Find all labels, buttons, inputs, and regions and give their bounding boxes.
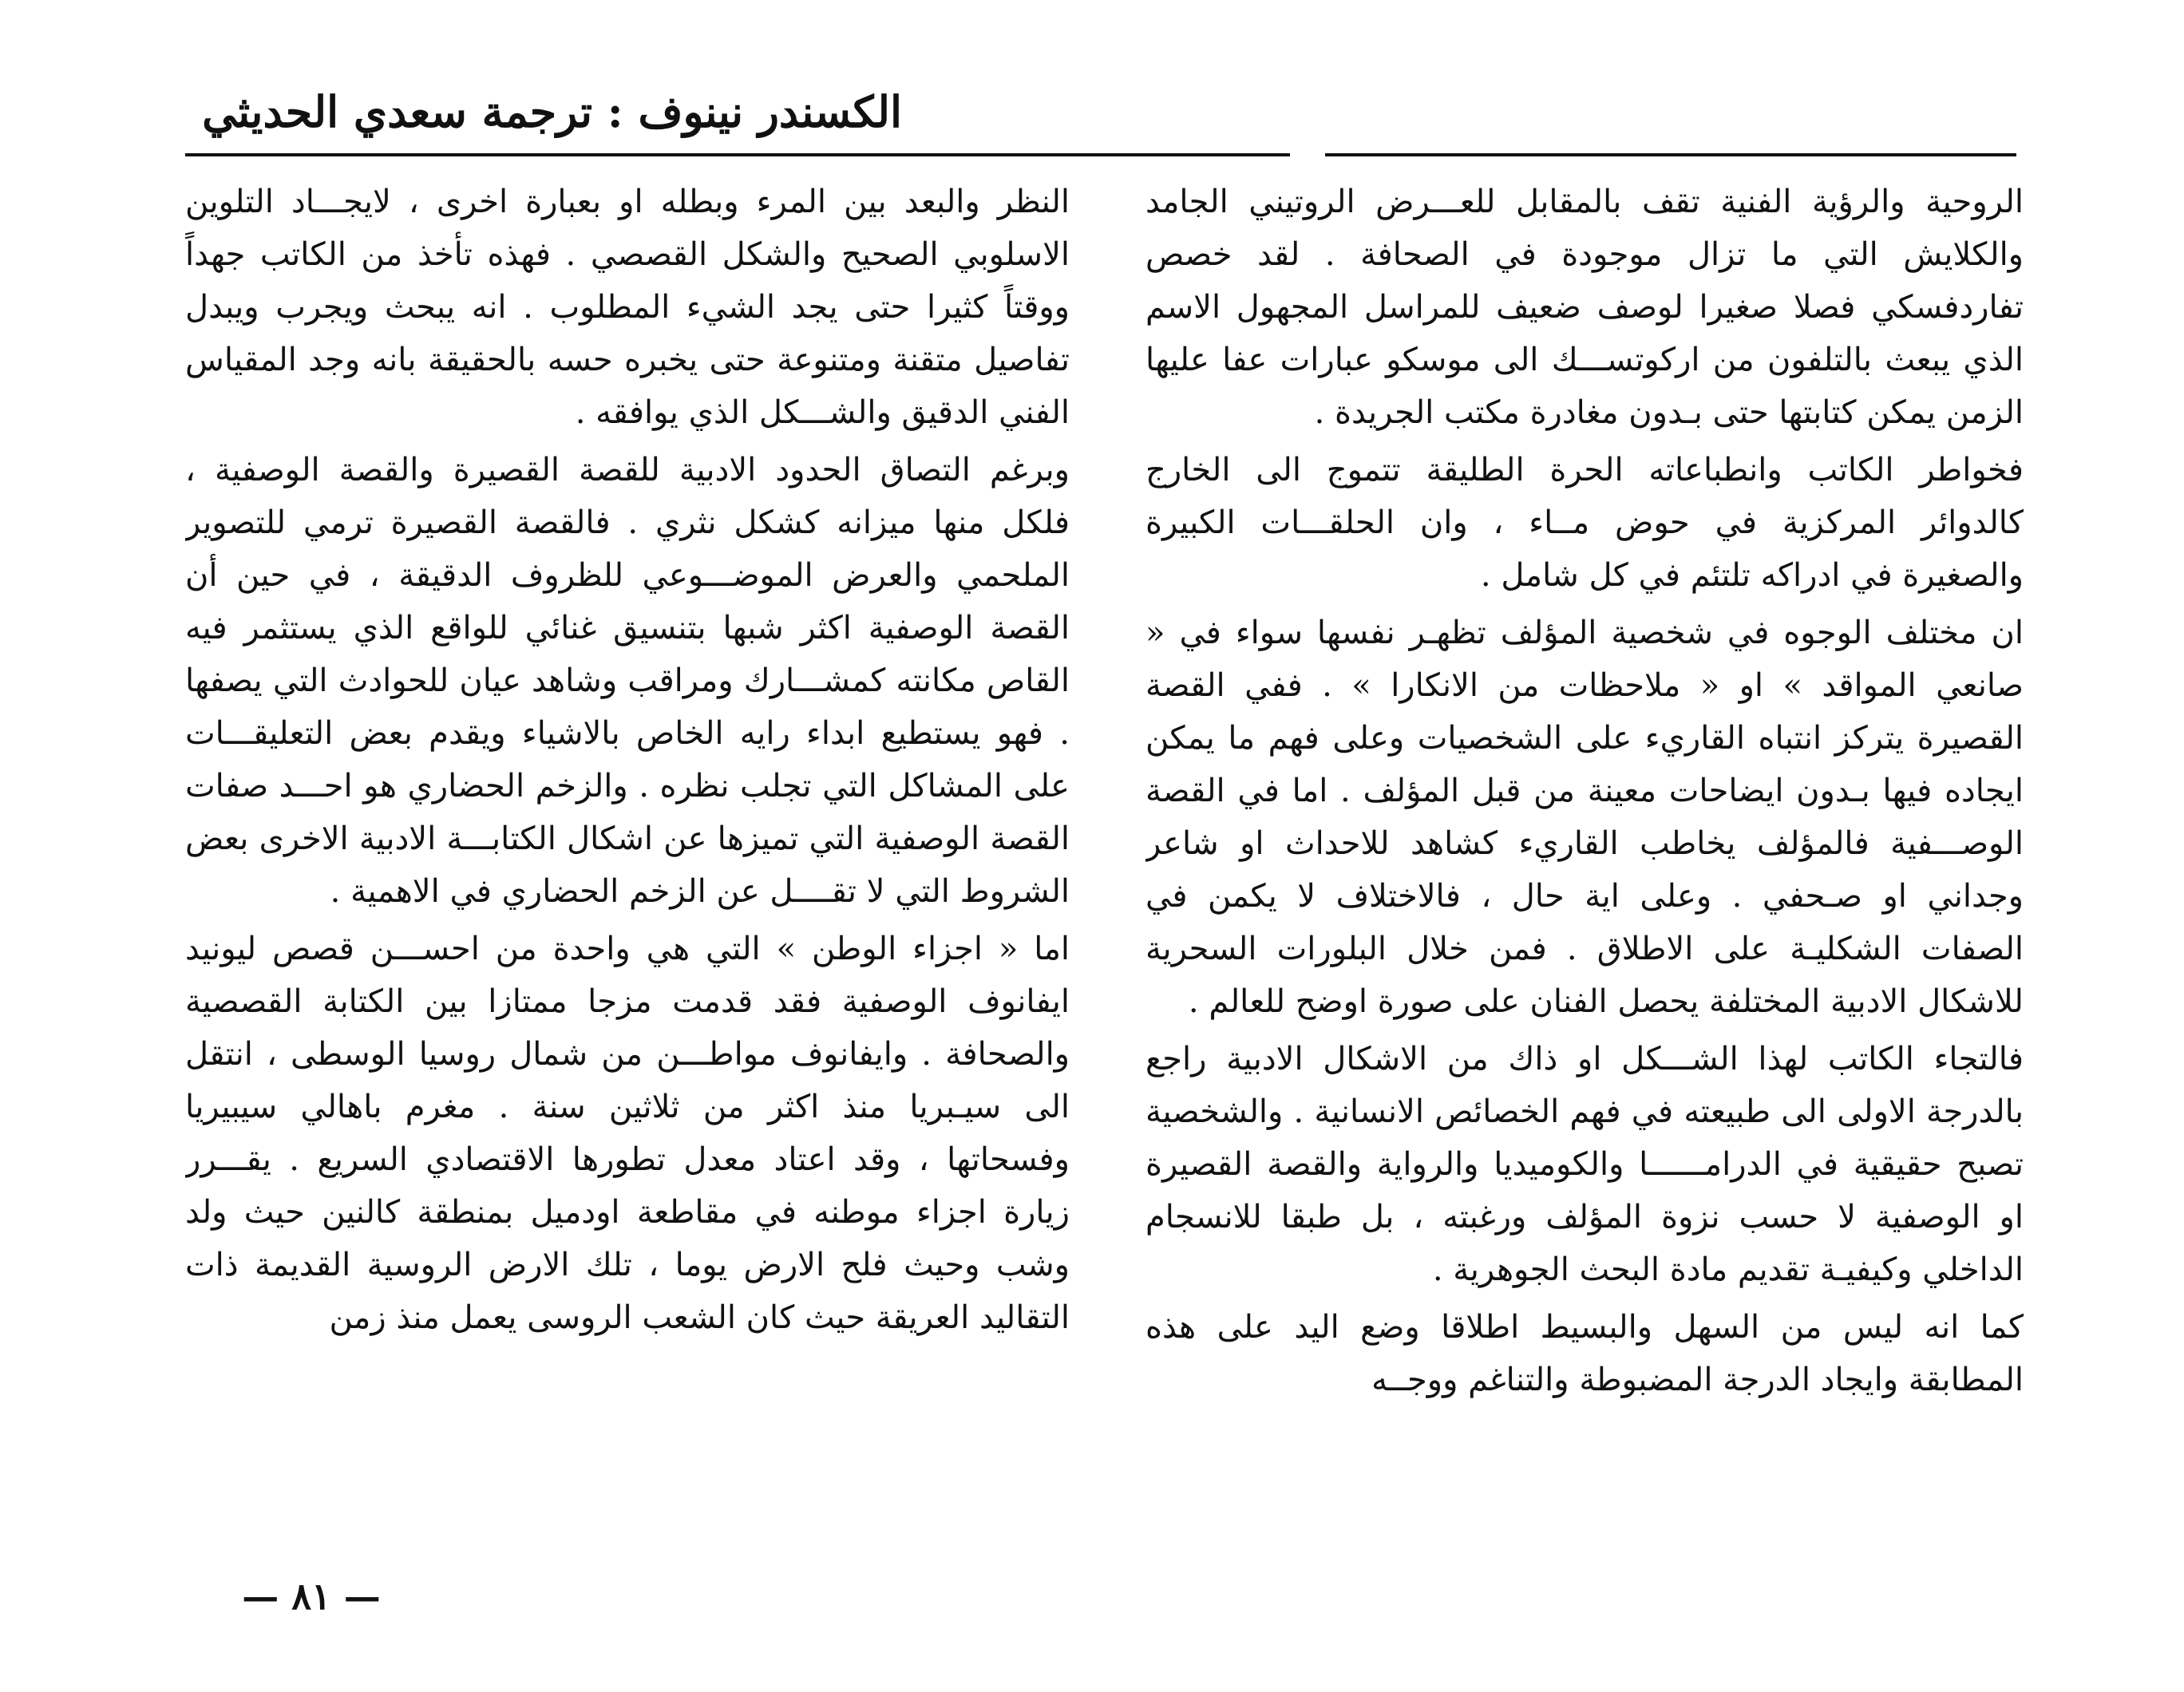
paragraph: اما « اجزاء الوطن » التي هي واحدة من احســـن قصص ليونيد ايفانوف الوصفية فقد قدمت مزجا ممتازا بين الكتابة القصصية والصحافة . وايفانوف مواطـــن من شمال روسيا الوسطى ، انتقل الى سيـبريا منذ اكثر من ثلاثين سنة . مغرم باهالي سيبيريا وفسحاتها ، وقد اعتاد معدل تطورها الاقتصادي السريع . يقـــرر زيارة اجزاء موطنه في مقاطعة اودميل بمنطقة كالنين حيث ولد وشب وحيث فلح الارض يوما ، تلك الارض الروسية القديمة ذات التقاليد العريقة حيث كان الشعب الروسى يعمل منذ زمن bbox=[185, 931, 1070, 1336]
paragraph: كما انه ليس من السهل والبسيط اطلاقا وضع اليد على هذه المطابقة وايجاد الدرجة المضبوطة والتناغم ووجــه bbox=[1145, 1309, 2024, 1398]
page-header-title: الكسندر نينوف : ترجمة سعدي الحديثي bbox=[202, 86, 902, 137]
column-left bbox=[185, 176, 1070, 1516]
paragraph: ان مختلف الوجوه في شخصية المؤلف تظهـر نفسها سواء في « صانعي المواقد » او « ملاحظات من الانكارا » . ففي القصة القصيرة يتركز انتباه القاريء على الشخصيات وعلى فهم ما يمكن ايجاده فيها بـدون ايضاحات معينة من قبل المؤلف . اما في القصة الوصـــفية فالمؤلف يخاطب القاريء كشاهد للاحداث او شاعر وجداني او صـحفي . وعلى اية حال ، فالاختلاف لا يكمن في الصفات الشكليـة على الاطلاق . فمن خلال البلورات السحرية للاشكال الادبية المختلفة يحصل الفنان على صورة اوضح للعالم . bbox=[1145, 615, 2024, 1020]
paragraph: النظر والبعد بين المرء وبطله او بعبارة اخرى ، لايجـــاد التلوين الاسلوبي الصحيح والشكل القصصي . فهذه تأخذ من الكاتب جهداً ووقتاً كثيرا حتى يجد الشيء المطلوب . انه يبحث ويجرب ويبدل تفاصيل متقنة ومتنوعة حتى يخبره حسه بالحقيقة بانه وجد المقياس الفني الدقيق والشـــكل الذي يوافقه . bbox=[185, 184, 1070, 431]
page-number: — ٨١ — bbox=[242, 1575, 381, 1618]
header-rule-left bbox=[185, 153, 1290, 156]
header-rule-right bbox=[1325, 153, 2016, 156]
paragraph: وبرغم التصاق الحدود الادبية للقصة القصيرة والقصة الوصفية ، فلكل منها ميزانه كشكل نثري . فالقصة القصيرة ترمي للتصوير الملحمي والعرض الموضـــوعي للظروف الدقيقة ، في حين أن القصة الوصفية اكثر شبها بتنسيق غنائي للواقع الذي يستثمر فيه القاص مكانته كمشـــارك ومراقب وشاهد عيان للحوادث التي يصفها . فهو يستطيع ابداء رايه الخاص بالاشياء ويقدم بعض التعليقـــات على المشاكل التي تجلب نظره . والزخم الحضاري هو احـــد صفات القصة الوصفية التي تميزها عن اشكال الكتابـــة الادبية الاخرى بعض الشروط التي لا تقــــل عن الزخم الحضاري في الاهمية . bbox=[185, 452, 1070, 910]
paragraph: الروحية والرؤية الفنية تقف بالمقابل للعـــرض الروتيني الجامد والكلايش التي ما تزال موجودة في الصحافة . لقد خصص تفاردفسكي فصلا صغيرا لوصف ضعيف للمراسل المجهول الاسم الذي يبعث بالتلفون من اركوتســـك الى موسكو عبارات عفا عليها الزمن يمكن كتابتها حتى بـدون مغادرة مكتب الجريدة . bbox=[1145, 184, 2024, 431]
paragraph: فالتجاء الكاتب لهذا الشـــكل او ذاك من الاشكال الادبية راجع بالدرجة الاولى الى طبيعته في فهم الخصائص الانسانية . والشخصية تصبح حقيقية في الدرامــــــا والكوميديا والرواية والقصة القصيرة او الوصفية لا حسب نزوة المؤلف ورغبته ، بل طبقا للانسجام الداخلي وكيفيـة تقديم مادة البحث الجوهرية . bbox=[1145, 1041, 2024, 1288]
paragraph: فخواطر الكاتب وانطباعاته الحرة الطليقة تتموج الى الخارج كالدوائر المركزية في حوض مــاء ، وان الحلقـــات الكبيرة والصغيرة في ادراكه تلتئم في كل شامل . bbox=[1145, 452, 2024, 594]
column-right bbox=[1145, 176, 2024, 1516]
